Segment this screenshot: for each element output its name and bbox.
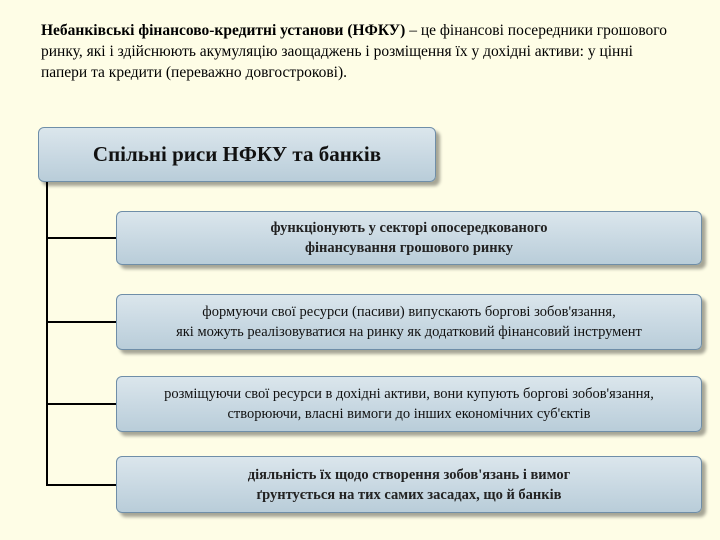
feature-3-line-2: створюючи, власні вимоги до інших економічних суб'єктів	[227, 406, 591, 422]
diagram-title: Спільні риси НФКУ та банків	[92, 142, 382, 166]
feature-4-line-1: діяльність їх щодо створення зобов'язань і вимог	[247, 466, 571, 483]
intro-term: Небанківські фінансово-кредитні установи (НФКУ)	[41, 22, 406, 39]
connector-branch-4	[46, 484, 116, 486]
feature-box-4	[116, 456, 702, 513]
connector-branch-3	[46, 403, 116, 405]
feature-4-line-2: ґрунтується на тих самих засадах, що й банків	[256, 486, 562, 503]
feature-1-line-2: фінансування грошового ринку	[304, 240, 514, 256]
diagram-title-box	[38, 127, 436, 182]
feature-box-2	[116, 294, 702, 350]
intro-definition: – це фінансові посередники грошового ринку, які і здійснюють акумуляцію заощаджень і розміщення їх у дохідні активи: у цінні папери та кредити (переважно довгострокові).	[41, 22, 668, 81]
connector-branch-1	[46, 237, 116, 239]
feature-2-line-2: які можуть реалізовуватися на ринку як додатковий фінансовий інструмент	[176, 324, 642, 340]
intro-paragraph	[41, 20, 681, 83]
connector-branch-2	[46, 321, 116, 323]
feature-2-line-1: формуючи свої ресурси (пасиви) випускають боргові зобов'язання,	[202, 304, 616, 320]
connector-vertical-line	[46, 182, 48, 485]
feature-box-3	[116, 376, 702, 432]
feature-1-line-1: функціонують у секторі опосередкованого	[270, 220, 548, 236]
feature-3-line-1: розміщуючи свої ресурси в дохідні активи, вони купують боргові зобов'язання,	[164, 386, 654, 402]
feature-box-1	[116, 211, 702, 265]
